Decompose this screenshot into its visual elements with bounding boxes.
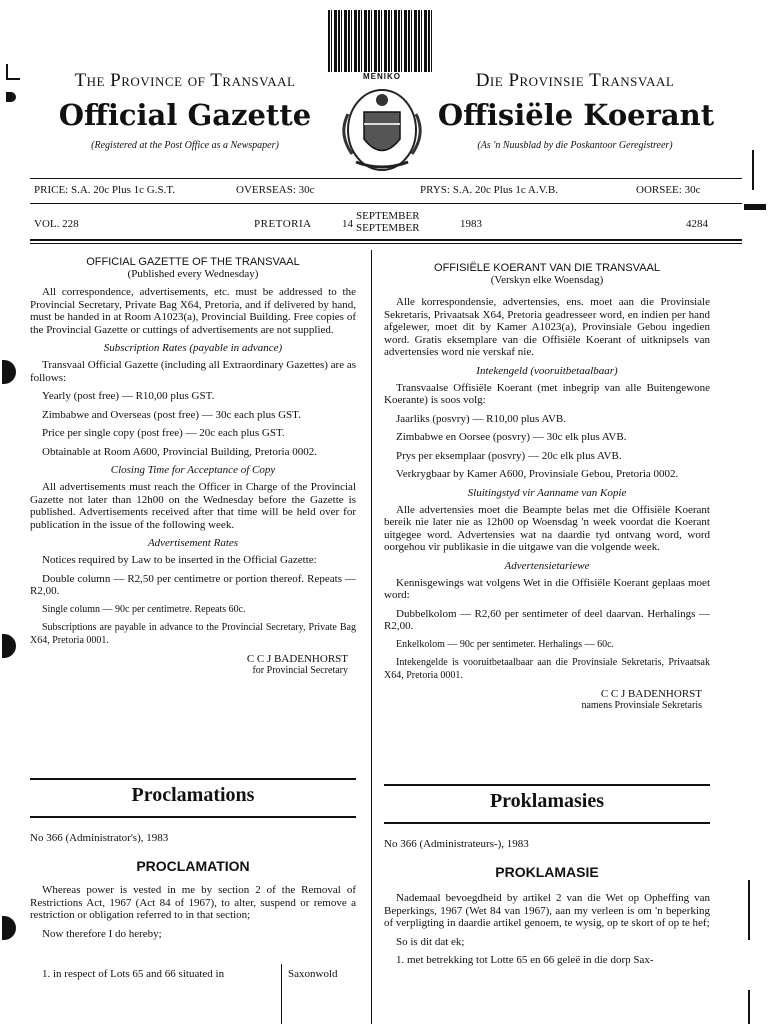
paragraph: All correspondence, advertisements, etc. must be addressed to the Provincial Secretary, Private Bag X64, Pretoria, and if delivered by hand, must be handed in at Room A1023(a), Provincial Building. Free copies of the Provincial Gazette or cuttings of advertisements are not supplied. bbox=[30, 286, 356, 336]
paragraph: Transvaal Official Gazette (including all Extraordinary Gazettes) are as follows: bbox=[30, 359, 356, 384]
paragraph: 1. met betrekking tot Lotte 65 en 66 geleë in die dorp Sax- bbox=[396, 954, 654, 966]
paragraph: Nademaal bevoegdheid by artikel 2 van die Wet op Opheffing van Beperkings, 1967 (Wet 84 van 1967), aan my verleen is om 'n beperking of verpligting in daardie artikel genoem, te wysig, op te skort of op te hef; bbox=[384, 892, 710, 929]
gazette-title-af: Offisiële Koerant bbox=[437, 98, 715, 132]
overseas-price-af: OORSEE: 30c bbox=[636, 184, 701, 196]
proclamation-number-en: No 366 (Administrator's), 1983 bbox=[30, 832, 169, 844]
divider bbox=[30, 203, 742, 204]
city: PRETORIA bbox=[254, 218, 312, 230]
subheading: Advertensietariewe bbox=[504, 559, 590, 572]
section-heading-af: Proklamasies bbox=[489, 790, 605, 812]
paragraph: Dubbelkolom — R2,60 per sentimeter of deel daarvan. Herhalings — R2,00. bbox=[384, 607, 710, 632]
issue-year: 1983 bbox=[460, 218, 482, 230]
notice-column-en bbox=[30, 256, 356, 676]
township-name: Saxonwold bbox=[288, 968, 338, 980]
barcode-label: MENIKO bbox=[346, 72, 418, 81]
paragraph: Prys per eksemplaar (posvry) — 20c elk plus AVB. bbox=[396, 449, 622, 462]
table-rule bbox=[281, 964, 282, 1024]
proclamation-title-en: PROCLAMATION bbox=[136, 858, 250, 874]
paragraph: Transvaalse Offisiële Koerant (met inbegrip van alle Buitengewone Koerante) is soos volg: bbox=[384, 381, 710, 406]
notice-title: OFFICIAL GAZETTE OF THE TRANSVAAL bbox=[86, 256, 300, 268]
paragraph: Zimbabwe en Oorsee (posvry) — 30c elk plus AVB. bbox=[396, 431, 627, 443]
paragraph: Alle advertensies moet die Beampte belas met die Offisiële Koerant bereik nie later nie as 12h00 op Woensdag 'n week voordat die Koerant uitgegee word. Advertensies wat na daardie tyd ontvang word, word oorgehou vir publikasie in die uitgawe van die volgende week. bbox=[384, 503, 710, 553]
paragraph: Intekengelde is vooruitbetaalbaar aan die Provinsiale Sekretaris, Privaatsak X64, Pretoria 0001. bbox=[384, 657, 710, 681]
paragraph: Obtainable at Room A600, Provincial Building, Pretoria 0002. bbox=[42, 445, 317, 458]
column-divider bbox=[371, 250, 372, 1024]
scan-mark bbox=[6, 92, 16, 102]
paragraph: Kennisgewings wat volgens Wet in die Offisiële Koerant geplaas moet word: bbox=[384, 576, 710, 601]
proclamation-body-af bbox=[384, 892, 710, 973]
issue-number: 4284 bbox=[686, 218, 708, 230]
scan-mark bbox=[744, 204, 766, 210]
paragraph: All advertisements must reach the Officer in Charge of the Provincial Gazette not later than 12h00 on the Wednesday before the Gazette is published. Advertisements received after that time will be held over for publication in the issue of the following week. bbox=[30, 481, 356, 531]
proclamation-body-en bbox=[30, 884, 356, 946]
registration-note-en: (Registered at the Post Office as a Newspaper) bbox=[91, 140, 279, 151]
paragraph: Price per single copy (post free) — 20c each plus GST. bbox=[42, 427, 285, 439]
scan-mark bbox=[752, 150, 754, 190]
section-heading-en: Proclamations bbox=[131, 784, 255, 806]
subheading: Advertisement Rates bbox=[147, 537, 239, 549]
proclamation-number-af: No 366 (Administrateurs-), 1983 bbox=[384, 838, 529, 850]
section-rule bbox=[384, 784, 710, 786]
paragraph: Subscriptions are payable in advance to the Provincial Secretary, Private Bag X64, Pretoria 0001. bbox=[30, 622, 356, 646]
issue-day: 14 bbox=[342, 218, 353, 230]
signature-name: C C J BADENHORST bbox=[600, 688, 702, 700]
price-af: PRYS: S.A. 20c Plus 1c A.V.B. bbox=[420, 184, 558, 196]
paragraph: Notices required by Law to be inserted in the Official Gazette: bbox=[42, 554, 317, 566]
paragraph: Jaarliks (posvry) — R10,00 plus AVB. bbox=[396, 412, 566, 425]
overseas-price-en: OVERSEAS: 30c bbox=[236, 184, 315, 196]
signature-name: C C J BADENHORST bbox=[246, 653, 348, 665]
registration-note-af: (As 'n Nuusblad by die Poskantoor Geregistreer) bbox=[477, 140, 673, 151]
scan-mark bbox=[2, 360, 16, 384]
section-rule bbox=[384, 822, 710, 824]
divider bbox=[30, 178, 742, 179]
subheading: Closing Time for Acceptance of Copy bbox=[110, 464, 276, 476]
volume: VOL. 228 bbox=[34, 218, 79, 230]
gazette-title-en: Official Gazette bbox=[58, 98, 312, 132]
proclamation-title-af: PROKLAMASIE bbox=[495, 864, 599, 880]
scan-mark bbox=[2, 916, 16, 940]
paragraph: Double column — R2,50 per centimetre or portion thereof. Repeats — R2,00. bbox=[30, 572, 356, 597]
paragraph: So is dit dat ek; bbox=[396, 935, 465, 948]
scan-mark bbox=[748, 990, 750, 1024]
province-name-af: Die Provinsie Transvaal bbox=[475, 70, 675, 91]
divider bbox=[30, 243, 742, 244]
paragraph: Whereas power is vested in me by section 2 of the Removal of Restrictions Act, 1967 (Act 84 of 1967), to alter, suspend or remove a restriction or obligation referred to in that section; bbox=[30, 884, 356, 921]
paragraph: Single column — 90c per centimetre. Repeats 60c. bbox=[42, 603, 246, 615]
price-en: PRICE: S.A. 20c Plus 1c G.S.T. bbox=[34, 184, 175, 196]
coat-of-arms-icon bbox=[334, 84, 430, 174]
signature-role: namens Provinsiale Sekretaris bbox=[581, 700, 702, 711]
barcode bbox=[328, 10, 434, 72]
scan-mark bbox=[2, 634, 16, 658]
paragraph: Verkrygbaar by Kamer A600, Provinsiale Gebou, Pretoria 0002. bbox=[396, 468, 679, 480]
divider bbox=[30, 239, 742, 241]
notice-title: OFFISIËLE KOERANT VAN DIE TRANSVAAL bbox=[434, 262, 660, 274]
paragraph: Now therefore I do hereby; bbox=[42, 927, 162, 940]
subheading: Sluitingstyd vir Aanname van Kopie bbox=[467, 486, 627, 499]
paragraph: Enkelkolom — 90c per sentimeter. Herhalings — 60c. bbox=[396, 638, 615, 650]
notice-subtitle: (Published every Wednesday) bbox=[127, 268, 259, 280]
subheading: Intekengeld (vooruitbetaalbaar) bbox=[476, 364, 618, 377]
scan-mark bbox=[748, 880, 750, 940]
signature-role: for Provincial Secretary bbox=[252, 665, 348, 676]
notice-subtitle: (Verskyn elke Woensdag) bbox=[490, 274, 604, 286]
section-rule bbox=[30, 816, 356, 818]
paragraph: Zimbabwe and Overseas (post free) — 30c each plus GST. bbox=[42, 408, 301, 421]
issue-month-en: SEPTEMBER bbox=[356, 210, 420, 222]
issue-month-af: SEPTEMBER bbox=[356, 222, 420, 234]
paragraph: Alle korrespondensie, advertensies, ens. moet aan die Provinsiale Sekretaris, Privaatsak X64, Pretoria geadresseer word, en indien per hand afgelewer, moet dit by Kamer A1023(a), Provinsiale Gebou ingedien word. Gratis eksemplare van die Offisiële Koerant of uitknipsels van advertensies word nie verskaf nie. bbox=[384, 296, 710, 358]
section-rule bbox=[30, 778, 356, 780]
scan-mark bbox=[6, 78, 20, 80]
subheading: Subscription Rates (payable in advance) bbox=[103, 342, 283, 354]
notice-column-af bbox=[384, 262, 710, 711]
province-name-en: The Province of Transvaal bbox=[74, 70, 296, 91]
paragraph: Yearly (post free) — R10,00 plus GST. bbox=[42, 390, 215, 402]
paragraph: 1. in respect of Lots 65 and 66 situated in bbox=[42, 968, 225, 980]
